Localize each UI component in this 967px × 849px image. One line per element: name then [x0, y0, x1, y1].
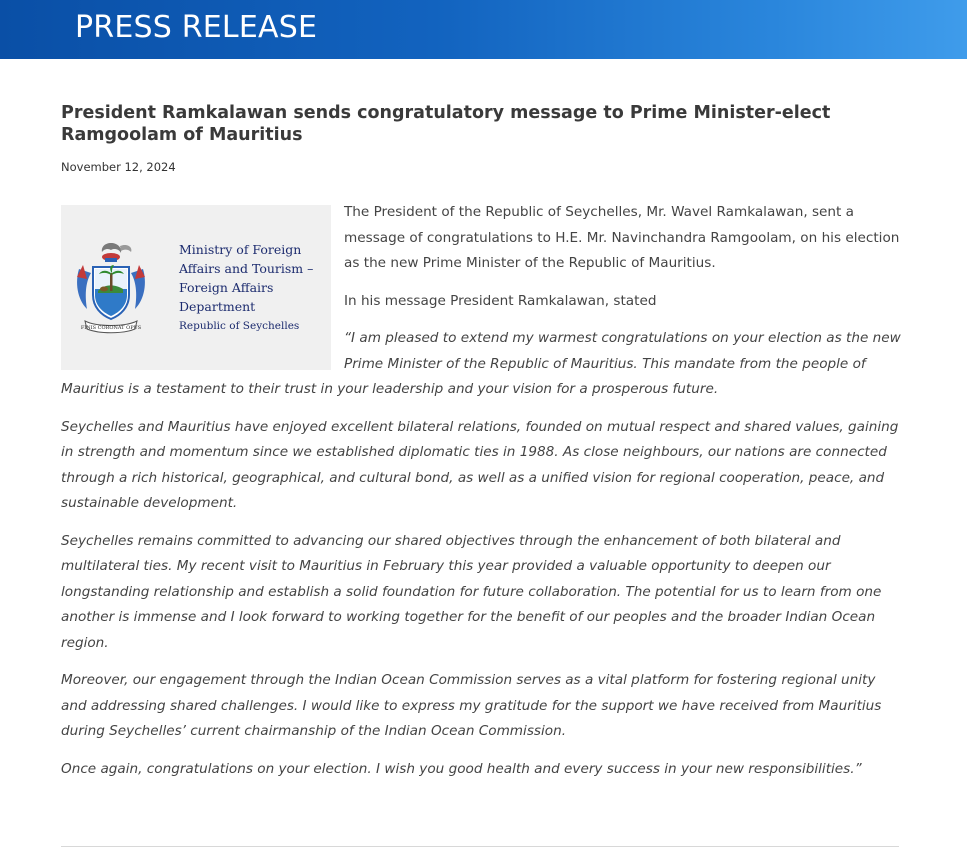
quote-paragraph: Seychelles and Mauritius have enjoyed excellent bilateral relations, founded on mutual respect and shared values, gaining in strength and momentum since we established diplomatic ties in 1988. As close neighbours, our nations are connected through a rich historical, geographical, and cultural bond, as well as a unified vision for regional cooperation, peace, and sustainable development. — [61, 418, 899, 511]
quote-paragraph: Once again, congratulations on your election. I wish you good health and every success in your new responsibilities.” — [61, 760, 862, 777]
quote-paragraph: Seychelles remains committed to advancing our shared objectives through the enhancement of both bilateral and multilateral ties. My recent visit to Mauritius in February this year provided a valuable opportunity to deepen our longstanding relationship and establish a solid foundation for future collaboration. The potential for us to learn from one another is immense and I look forward to working together for the benefit of our peoples and the broader Indian Ocean region. — [61, 532, 882, 651]
banner-title: PRESS RELEASE — [75, 10, 318, 45]
ministry-name-line: Affairs and Tourism – — [179, 261, 314, 276]
ministry-name-line: Ministry of Foreign — [179, 242, 302, 257]
ministry-subtitle: Republic of Seychelles — [179, 320, 300, 332]
ministry-name-line: Department — [179, 299, 256, 314]
article-paragraph: In his message President Ramkalawan, stated — [344, 292, 657, 309]
article-date: November 12, 2024 — [61, 160, 176, 174]
article-body — [61, 200, 901, 794]
article-paragraph: The President of the Republic of Seychelles, Mr. Wavel Ramkalawan, sent a message of congratulations to H.E. Mr. Navinchandra Ramgoolam, on his election as the new Prime Minister of the Republic of Mauritius. — [344, 204, 900, 271]
logo-float-spacer — [61, 200, 344, 370]
svg-text:FINIS CORONAT OPUS: FINIS CORONAT OPUS — [80, 325, 142, 331]
footer-divider — [61, 846, 899, 847]
press-release-banner — [0, 0, 967, 59]
ministry-name-line: Foreign Affairs — [179, 280, 274, 295]
quote-paragraph: “I am pleased to extend my warmest congratulations on your election as the new Prime Minister of the Republic of Mauritius. This mandate from the people of Mauritius is a testament to their trust in your leadership and your vision for a prosperous future. — [61, 330, 901, 397]
quote-paragraph: Moreover, our engagement through the Indian Ocean Commission serves as a vital platform for fostering regional unity and addressing shared challenges. I would like to express my gratitude for the support we have received from Mauritius during Seychelles’ current chairmanship of the Indian Ocean Commission. — [61, 672, 882, 739]
article-headline: President Ramkalawan sends congratulatory message to Prime Minister-elect Ramgoolam of Mauritius — [61, 103, 831, 145]
